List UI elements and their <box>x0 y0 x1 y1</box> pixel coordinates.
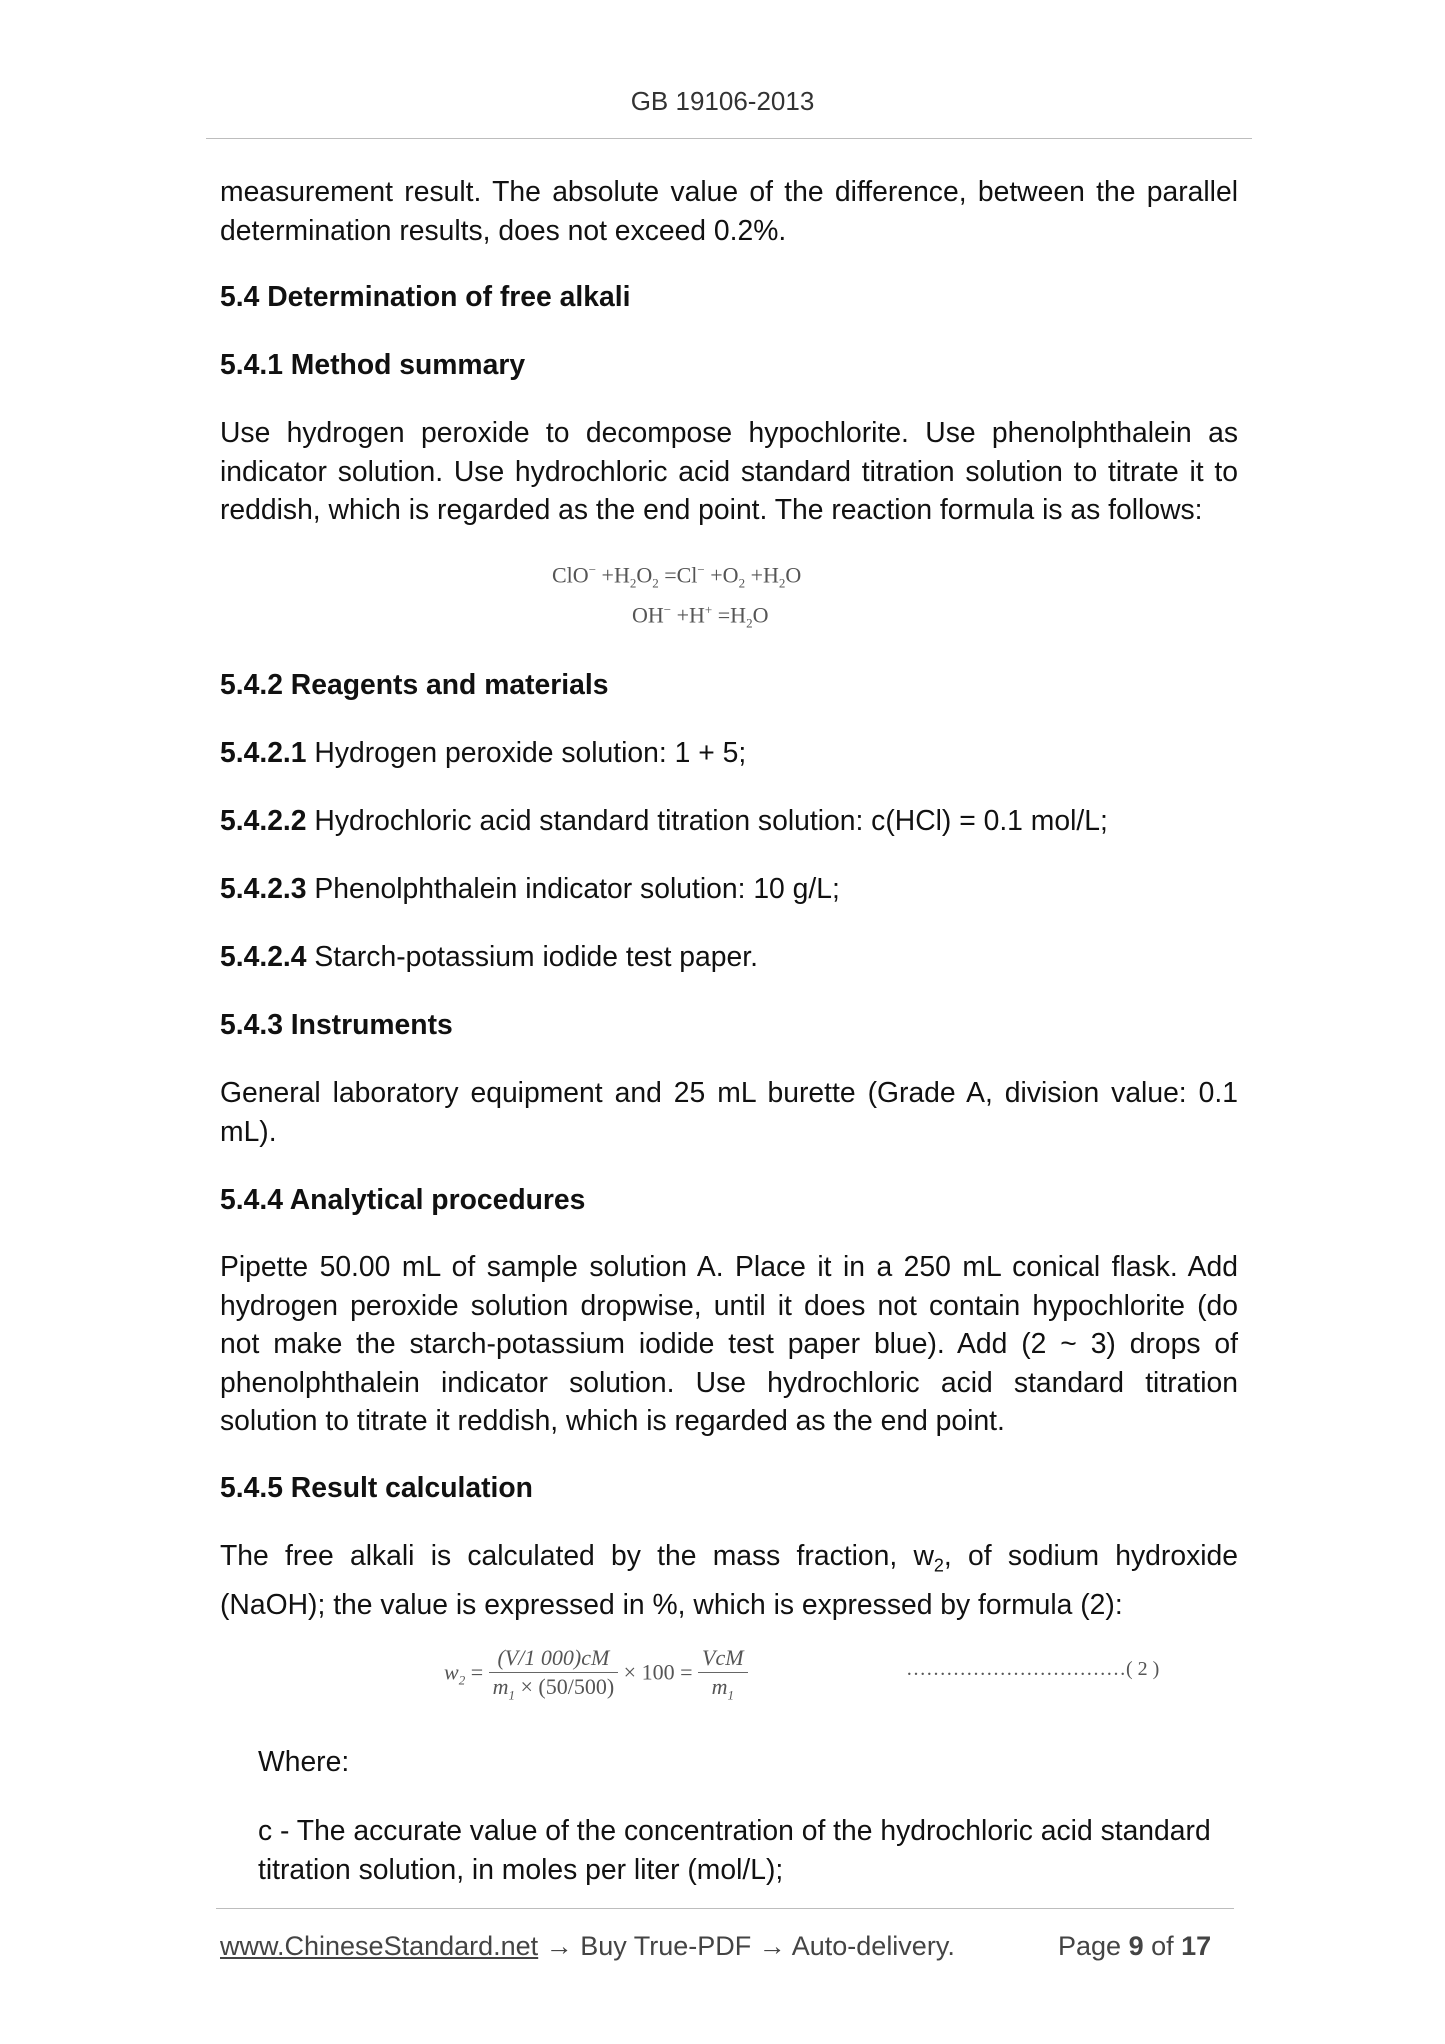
section-5-4-2-heading: 5.4.2 Reagents and materials <box>220 668 609 700</box>
footer-divider <box>216 1908 1234 1909</box>
formula-fraction-1: $\frac{(V/1 000)cM}{m_1 \times (50/500)}$ <box>489 1645 619 1703</box>
header-divider <box>206 138 1252 139</box>
document-code-header: GB 19106-2013 <box>630 86 815 116</box>
section-5-4-3-heading: 5.4.3 Instruments <box>220 1008 453 1040</box>
section-5-4-1-heading: 5.4.1 Method summary <box>220 348 526 380</box>
where-label: Where: <box>258 1745 350 1777</box>
formula-2: $w_2$ = $\frac{(V/1 000)cM}{m_1 \times (50/500)}$ × 100 = $\frac{\text{VcM}}{m_1}$ <box>444 1645 748 1703</box>
page-indicator: Page 9 of 17 <box>1058 1931 1212 1961</box>
instruments-paragraph: General laboratory equipment and 25 mL burette (Grade A, division value: 0.1 mL). <box>220 1076 1238 1147</box>
website-link[interactable]: www.ChineseStandard.net <box>220 1931 539 1961</box>
section-5-4-5-heading: 5.4.5 Result calculation <box>220 1471 533 1503</box>
reaction-equation-1: $ClO^- +H_2O_2 =Cl^- +O_2 +H_2O$ <box>552 562 802 591</box>
reagent-item-3: 5.4.2.3 Phenolphthalein indicator solution: 10 g/L; <box>220 872 840 904</box>
reagent-item-1: 5.4.2.1 Hydrogen peroxide solution: 1 + 5; <box>220 736 747 768</box>
reaction-equation-2: $OH^- +H^+ =H_2O$ <box>632 602 769 631</box>
reagent-item-2: 5.4.2.2 Hydrochloric acid standard titration solution: c(HCl) = 0.1 mol/L; <box>220 804 1108 836</box>
definition-c: c - The accurate value of the concentration of the hydrochloric acid standard titration solution, in moles per liter (mol/L); <box>258 1814 1211 1885</box>
section-5-4-heading: 5.4 Determination of free alkali <box>220 280 631 312</box>
method-summary-paragraph: Use hydrogen peroxide to decompose hypochlorite. Use phenolphthalein as indicator solution. Use hydrochloric acid standard titration solution to titrate it to reddish, which is regarded as the end point. The reaction formula is as follows: <box>220 416 1238 525</box>
reagent-item-4: 5.4.2.4 Starch-potassium iodide test paper. <box>220 940 758 972</box>
procedures-paragraph: Pipette 50.00 mL of sample solution A. Place it in a 250 mL conical flask. Add hydrogen peroxide solution dropwise, until it does not contain hypochlorite (do not make the starch-potassium iodide test paper blue). Add (2 ~ 3) drops of phenolphthalein indicator solution. Use hydrochloric acid standard titration solution to titrate it reddish, which is regarded as the end point. <box>220 1250 1238 1436</box>
section-5-4-4-heading: 5.4.4 Analytical procedures <box>220 1183 586 1215</box>
formula-fraction-2: $\frac{\text{VcM}}{m_1}$ <box>698 1645 748 1703</box>
result-calculation-paragraph: The free alkali is calculated by the mass fraction, $w_2$, of sodium hydroxide (NaOH); the value is expressed in %, which is expressed by formula (2): <box>220 1539 1238 1621</box>
formula-number: ……………………………( 2 ) <box>906 1658 1160 1680</box>
footer-promo: www.ChineseStandard.net → Buy True-PDF → Auto-delivery. <box>220 1931 955 1961</box>
continuation-paragraph: measurement result. The absolute value of the difference, between the parallel determination results, does not exceed 0.2%. <box>220 175 1238 246</box>
